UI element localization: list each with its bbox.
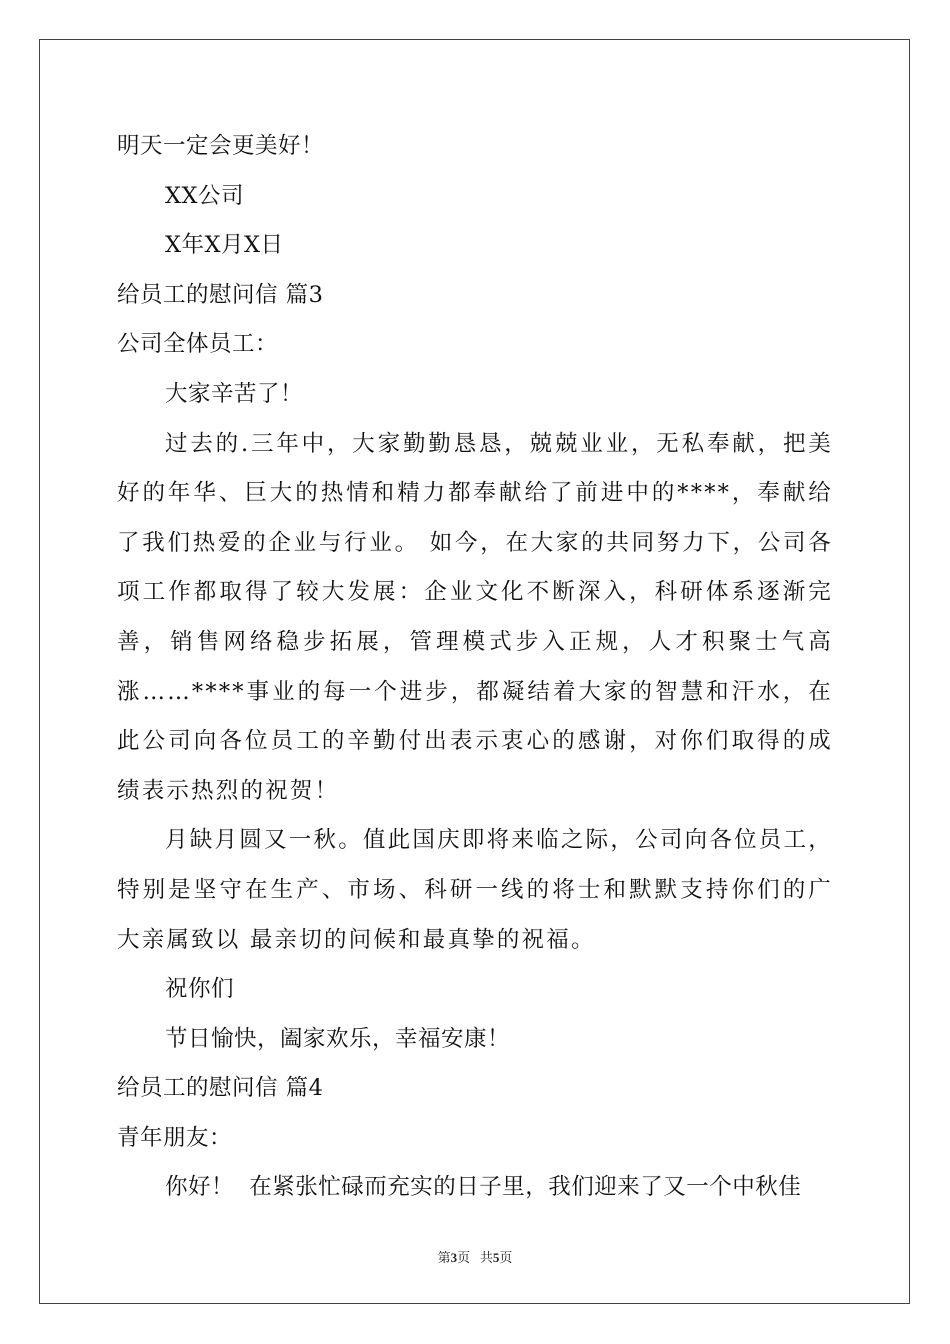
page-prefix: 第 bbox=[437, 1250, 451, 1265]
company-signature: XX公司 bbox=[165, 182, 245, 209]
total-suffix: 页 bbox=[499, 1250, 513, 1265]
greeting-3: 大家辛苦了！ bbox=[165, 380, 304, 407]
paragraph-3-1: 过去的.三年中，大家勤勤恳恳，兢兢业业，无私奉献，把美好的年华、巨大的热情和精力都奉献给了前进中的****，奉献给了我们热爱的企业与行业。 如今，在大家的共同努力下，公司各项工作都取得了较大发展：企业文化不断深入，科研体系逐渐完善，销售网络稳步拓展，管理模式步入正规，人才积聚士气高涨……****事业的每一个进步，都凝结着大家的智慧和汗水，在此公司向各位员工的辛勤付出表示衷心的感谢，对你们取得的成绩表示热烈的祝贺！ bbox=[117, 430, 833, 804]
page-number: 3 bbox=[450, 1250, 458, 1265]
page-footer bbox=[0, 1247, 950, 1266]
total-prefix: 共 bbox=[479, 1250, 493, 1265]
total-pages: 5 bbox=[492, 1250, 500, 1265]
wish-intro: 祝你们 bbox=[165, 976, 235, 1003]
salutation-3: 公司全体员工： bbox=[117, 331, 279, 358]
wish-text: 节日愉快，阖家欢乐，幸福安康！ bbox=[165, 1025, 511, 1052]
closing-wish-line: 明天一定会更美好！ bbox=[117, 133, 325, 159]
salutation-4: 青年朋友： bbox=[117, 1124, 233, 1151]
section-heading-3: 给员工的慰问信 篇3 bbox=[117, 281, 324, 308]
signature-date: X年X月X日 bbox=[165, 232, 284, 259]
page-suffix: 页 bbox=[457, 1250, 471, 1265]
paragraph-3-2: 月缺月圆又一秋。值此国庆即将来临之际，公司向各位员工，特别是坚守在生产、市场、科研一线的将士和默默支持你们的广大亲属致以 最亲切的问候和最真挚的祝福。 bbox=[117, 827, 833, 953]
document-body bbox=[117, 122, 833, 1213]
section-heading-4: 给员工的慰问信 篇4 bbox=[117, 1075, 324, 1102]
paragraph-4-1: 你好！ 在紧张忙碌而充实的日子里，我们迎来了又一个中秋佳 bbox=[165, 1174, 802, 1201]
